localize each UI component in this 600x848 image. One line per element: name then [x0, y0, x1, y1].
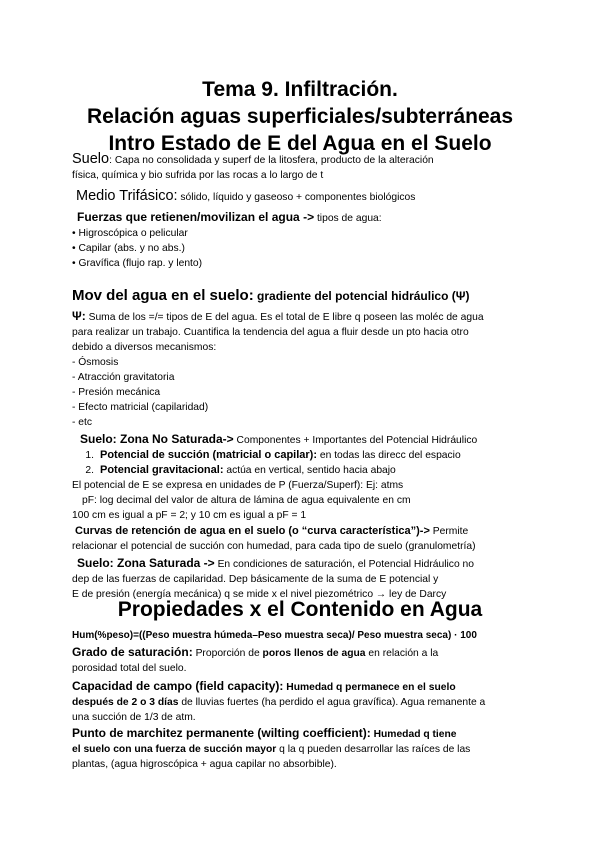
list-item: - Efecto matricial (capilaridad): [72, 402, 209, 413]
mov-sub: gradiente del potencial hidráulico (Ψ): [253, 289, 470, 303]
sat-line-3: E de presión (energía mecánica) q se mide x el nivel piezométrico → ley de Darcy: [72, 589, 447, 600]
no-sat-text: Componentes + Importantes del Potencial Hidráulico: [233, 435, 478, 446]
sat-text: En condiciones de saturación, el Potencial Hidráulico no: [214, 559, 474, 570]
psi-line-2: para realizar un trabajo. Cuantifica la tendencia del agua a fluir desde un pto hacia otro: [72, 327, 469, 338]
section-heading: Propiedades x el Contenido en Agua: [117, 598, 483, 621]
marchitez-line-3: plantas, (agua higroscópica + agua capilar no absorbible).: [72, 759, 337, 770]
water-types-list: [72, 226, 542, 271]
suelo-definition: [72, 152, 542, 183]
title-line-3: Intro Estado de E del Agua en el Suelo: [108, 132, 492, 155]
list-item: - Atracción gravitatoria: [72, 372, 175, 383]
suelo-def-1: : Capa no consolidada y superf de la litosfera, producto de la alteración: [109, 155, 434, 166]
hum-formula: Hum(%peso)=((Peso muestra húmeda–Peso muestra seca)/ Peso muestra seca) · 100: [72, 630, 477, 641]
list-item: - Ósmosis: [72, 357, 119, 368]
fuerzas-section: [72, 210, 542, 271]
grado-term: Grado de saturación:: [72, 645, 193, 659]
no-saturada-section: [72, 432, 552, 523]
no-sat-line-1: El potencial de E se expresa en unidades de P (Fuerza/Superf): Ej: atms: [72, 480, 404, 491]
list-item: - Presión mecánica: [72, 387, 161, 398]
grado-section: Grado de saturación: Proporción de poros llenos de agua en relación a la porosidad total del suelo.: [72, 645, 552, 676]
psi-line-1: Suma de los =/= tipos de E del agua. Es el total de E libre q poseen las moléc de agua: [85, 312, 484, 323]
mov-term: Mov del agua en el suelo:: [72, 287, 254, 304]
grado-line-2: porosidad total del suelo.: [72, 663, 187, 674]
no-sat-line-2: pF: log decimal del valor de altura de lámina de agua equivalente en cm: [82, 495, 411, 506]
psi-term: Ψ:: [72, 309, 86, 323]
marchitez-term: Punto de marchitez permanente (wilting coefficient):: [72, 726, 371, 740]
curvas-text: Permite: [429, 526, 469, 537]
potential-item-2: 2. Potencial gravitacional: actúa en vertical, sentido hacia abajo: [85, 464, 396, 476]
list-item: • Capilar (abs. y no abs.): [72, 243, 185, 254]
saturada-section: [72, 556, 552, 602]
mechanisms-list: [72, 355, 542, 430]
no-sat-term: Suelo: Zona No Saturada->: [80, 432, 234, 446]
marchitez-section: Punto de marchitez permanente (wilting coefficient): Humedad q tiene el suelo con una fuerza de succión mayor q la q pueden desarrollar las raíces de las plantas, (agua higroscópica + agua capilar no absorbible).: [72, 726, 552, 772]
suelo-term: Suelo: [72, 151, 110, 167]
campo-term: Capacidad de campo (field capacity):: [72, 679, 284, 693]
fuerzas-text: tipos de agua:: [314, 213, 382, 224]
humidity-formula: [72, 628, 552, 643]
potential-item-1: 1. Potencial de succión (matricial o capilar): en todas las direcc del espacio: [85, 449, 461, 461]
campo-section: Capacidad de campo (field capacity): Humedad q permanece en el suelo después de 2 o 3 días de lluvias fuertes (ha perdido el agua gravífica). Agua remanente a una succión de 1/3 de atm.: [72, 679, 552, 725]
list-item: • Higroscópica o pelicular: [72, 228, 188, 239]
trifasico-term: Medio Trifásico:: [76, 188, 178, 204]
no-sat-line-3: 100 cm es igual a pF = 2; y 10 cm es igual a pF = 1: [72, 510, 307, 521]
sat-term: Suelo: Zona Saturada ->: [77, 556, 215, 570]
trifasico-line: [76, 189, 546, 205]
campo-line-3: una succión de 1/3 de atm.: [72, 712, 196, 723]
title-line-1: Tema 9. Infiltración.: [202, 78, 398, 101]
curvas-section: [72, 524, 552, 554]
curvas-line-2: relacionar el potencial de succión con humedad, para cada tipo de suelo (granulometría): [72, 541, 476, 552]
sat-line-2: dep de las fuerzas de capilaridad. Dep básicamente de la suma de E potencial y: [72, 574, 439, 585]
list-item: • Gravífica (flujo rap. y lento): [72, 258, 203, 269]
document-title: [0, 76, 600, 157]
curvas-term: Curvas de retención de agua en el suelo (o “curva característica”)->: [75, 525, 430, 537]
suelo-def-2: física, química y bio sufrida por las rocas a lo largo de t: [72, 170, 324, 181]
mov-heading: [72, 288, 542, 305]
psi-section: [72, 309, 542, 430]
psi-line-3: debido a diversos mecanismos:: [72, 342, 217, 353]
fuerzas-term: Fuerzas que retienen/movilizan el agua ->: [77, 210, 315, 224]
list-item: - etc: [72, 417, 93, 428]
trifasico-text: sólido, líquido y gaseoso + componentes biológicos: [177, 192, 416, 203]
title-line-2: Relación aguas superficiales/subterráneas: [86, 105, 514, 128]
